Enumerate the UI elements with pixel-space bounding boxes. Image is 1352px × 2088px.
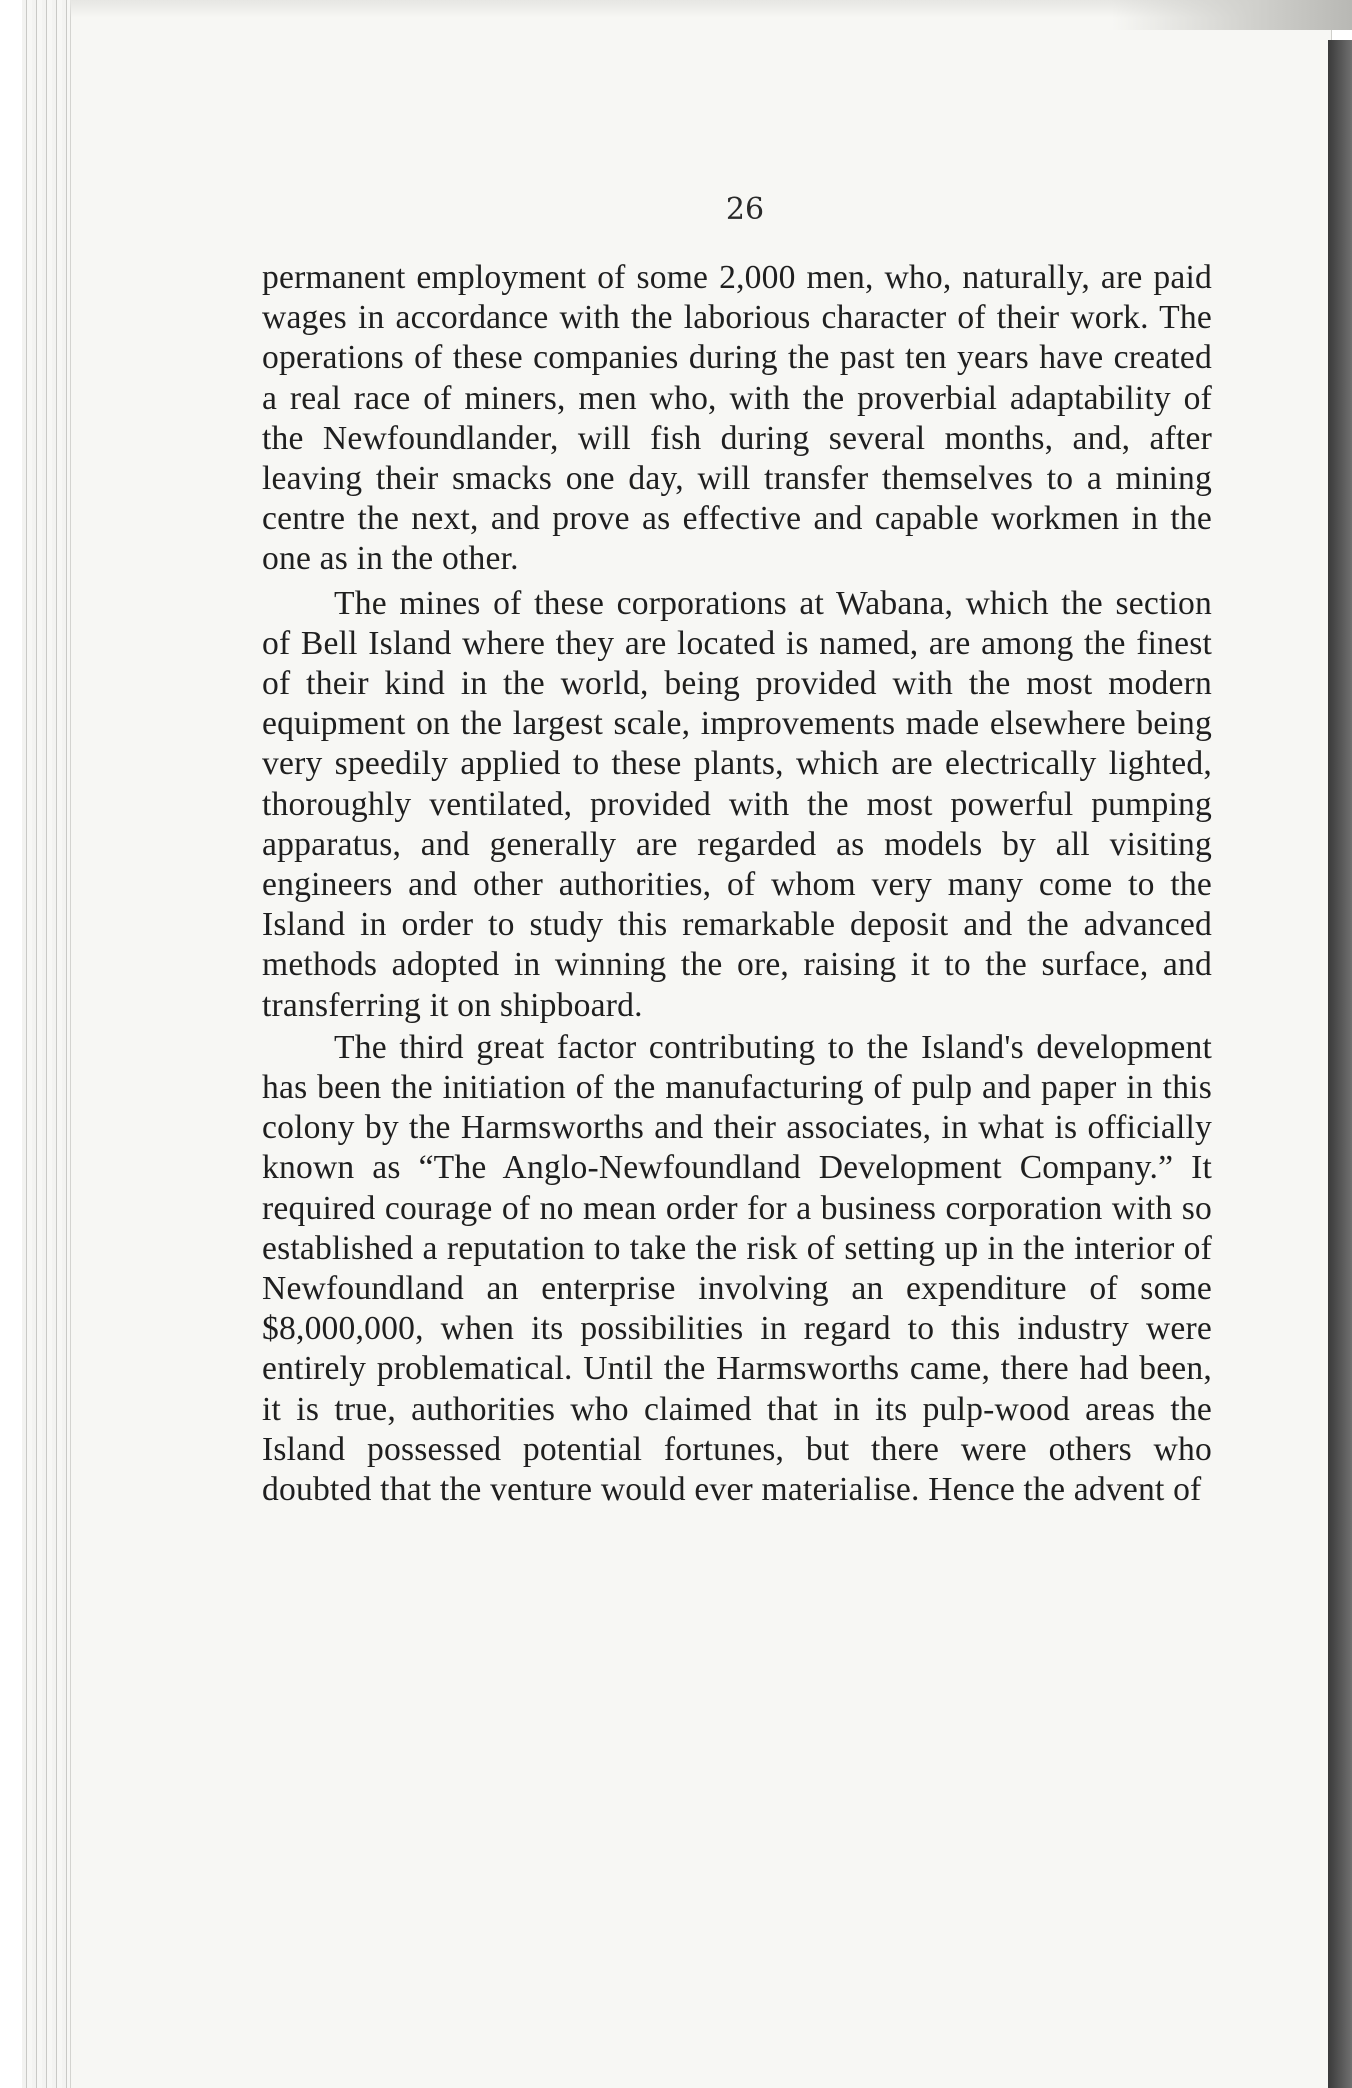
paragraph-2: The mines of these corporations at Wabana, which the section of Bell Island where they are located is named, are among the finest of their kind in the world, being provided with the most modern equipment on the largest scale, improvements made elsewhere being very speedily applied to these plants, which are electrically lighted, thoroughly ventilated, provided with the most powerful pumping apparatus, and generally are regarded as models by all visiting engineers and other authorities, of whom very many come to the Island in order to study this remarkable deposit and the advanced methods adopted in winning the ore, raising it to the surface, and transferring it on shipboard. <box>262 584 1212 1024</box>
paragraph-3: The third great factor contributing to the Island's development has been the initiation of the manufacturing of pulp and paper in this colony by the Harmsworths and their associates, in what is officially known as “The Anglo-Newfoundland Development Company.” It required courage of no mean order for a business corporation with so established a reputation to take the risk of setting up in the interior of Newfoundland an enterprise involving an expenditure of some $8,000,000, when its possibilities in regard to this industry were entirely problematical. Until the Harmsworths came, there had been, it is true, authorities who claimed that in its pulp-wood areas the Island possessed potential fortunes, but there were others who doubted that the venture would ever materialise. Hence the advent of <box>262 1028 1212 1509</box>
paragraph-1: permanent employment of some 2,000 men, who, naturally, are paid wages in accordance with the laborious character of their work. The operations of these companies during the past ten years have created a real race of miners, men who, with the proverbial adaptability of the Newfoundlander, will fish during several months, and, after leaving their smacks one day, will transfer themselves to a mining centre the next, and prove as effective and capable workmen in the one as in the other. <box>262 259 1212 578</box>
binding-shadow-right <box>1328 40 1352 2088</box>
binding-shadow-top <box>1112 0 1352 30</box>
page-number: 26 <box>725 192 765 227</box>
body-text <box>262 258 1212 1510</box>
stacked-page-edges <box>22 0 70 2088</box>
